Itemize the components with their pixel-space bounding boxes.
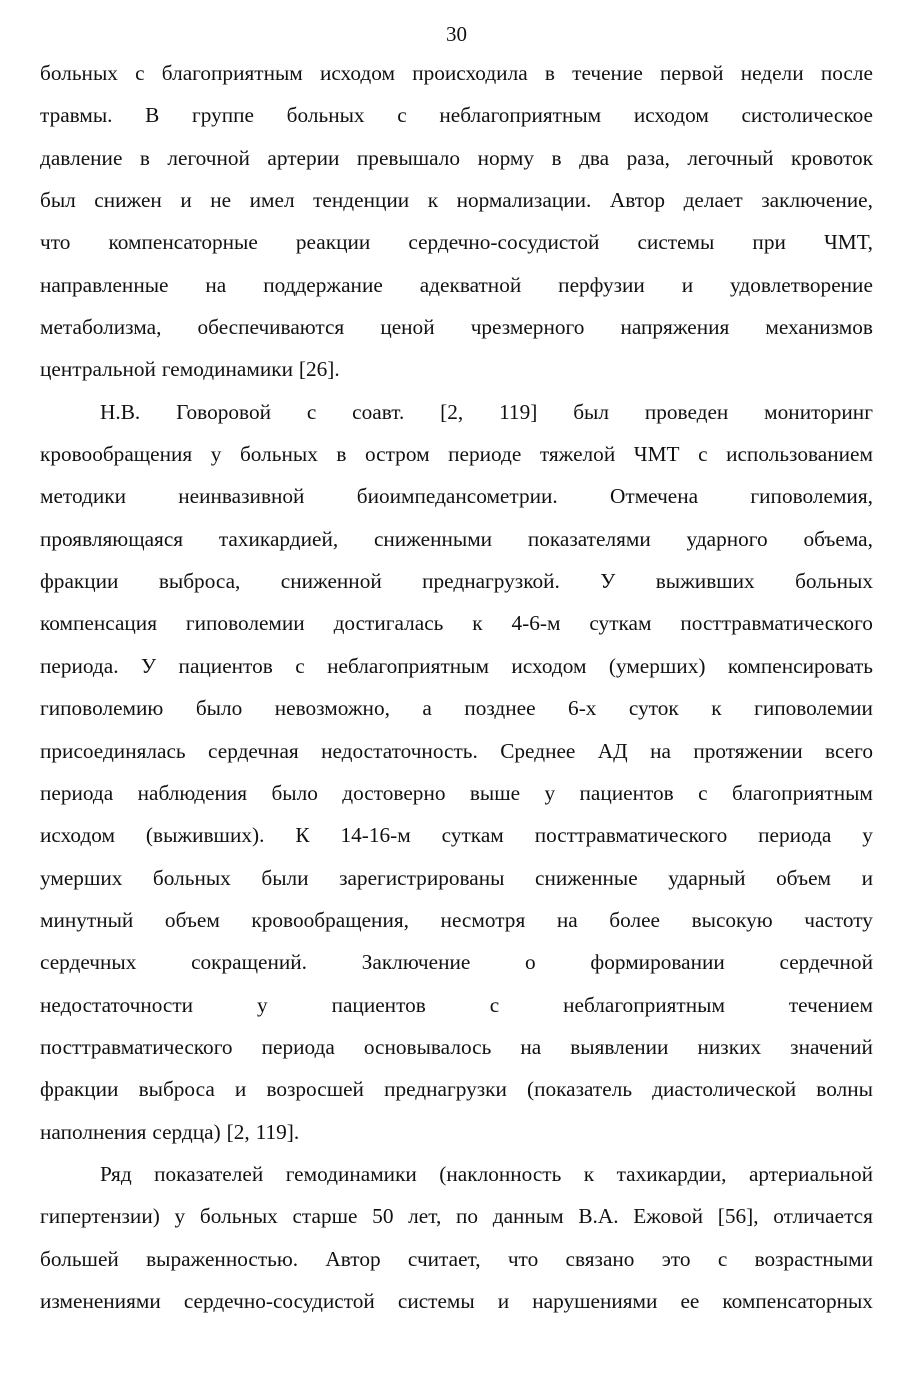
text-line: больных с благоприятным исходом происходила в течение первой недели после (40, 61, 873, 85)
text-line: Ряд показателей гемодинамики (наклонность к тахикардии, артериальной (100, 1161, 873, 1186)
text-line: периода наблюдения было достоверно выше у пациентов с благоприятным (40, 780, 873, 805)
text-line: метаболизма, обеспечиваются ценой чрезмерного напряжения механизмов (40, 315, 873, 340)
text-line: Н.В. Говоровой с соавт. [2, 119] был проведен мониторинг (100, 399, 873, 424)
text-line: фракции выброса, сниженной преднагрузкой. У выживших больных (40, 569, 873, 594)
text-line: наполнения сердца) [2, 119]. (40, 1119, 300, 1144)
text-line: гипертензии) у больных старше 50 лет, по данным В.А. Ежовой [56], отличается (40, 1204, 873, 1229)
text-line: периода. У пациентов с неблагоприятным исходом (умерших) компенсировать (40, 653, 873, 678)
text-line: умерших больных были зарегистрированы сниженные ударный объем и (40, 865, 873, 890)
text-line: травмы. В группе больных с неблагоприятным исходом систолическое (40, 103, 873, 128)
text-line: был снижен и не имел тенденции к нормализации. Автор делает заключение, (40, 188, 873, 213)
text-line: кровообращения у больных в остром периоде тяжелой ЧМТ с использованием (40, 442, 873, 467)
text-line: центральной гемодинамики [26]. (40, 357, 340, 382)
text-line: минутный объем кровообращения, несмотря на более высокую частоту (40, 907, 873, 932)
text-line: большей выраженностью. Автор считает, что связано это с возрастными (40, 1246, 873, 1271)
text-line: проявляющаяся тахикардией, сниженными показателями ударного объема, (40, 526, 873, 551)
text-line: посттравматического периода основывалось на выявлении низких значений (40, 1034, 873, 1059)
body-text (40, 52, 873, 1322)
text-line: компенсация гиповолемии достигалась к 4-6-м суткам посттравматического (40, 611, 873, 636)
page-number: 30 (446, 22, 467, 46)
text-line: изменениями сердечно-сосудистой системы и нарушениями ее компенсаторных (40, 1288, 873, 1313)
text-line: присоединялась сердечная недостаточность. Среднее АД на протяжении всего (40, 738, 873, 763)
text-line: направленные на поддержание адекватной перфузии и удовлетворение (40, 272, 873, 297)
text-line: фракции выброса и возросшей преднагрузки (показатель диастолической волны (40, 1077, 873, 1102)
text-line: исходом (выживших). К 14-16-м суткам посттравматического периода у (40, 823, 873, 848)
text-line: давление в легочной артерии превышало норму в два раза, легочный кровоток (40, 145, 873, 170)
text-line: методики неинвазивной биоимпедансометрии. Отмечена гиповолемия, (40, 484, 873, 509)
text-line: что компенсаторные реакции сердечно-сосудистой системы при ЧМТ, (40, 230, 873, 255)
text-line: сердечных сокращений. Заключение о формировании сердечной (40, 950, 873, 975)
text-line: недостаточности у пациентов с неблагоприятным течением (40, 992, 873, 1017)
text-line: гиповолемию было невозможно, а позднее 6-х суток к гиповолемии (40, 696, 873, 721)
